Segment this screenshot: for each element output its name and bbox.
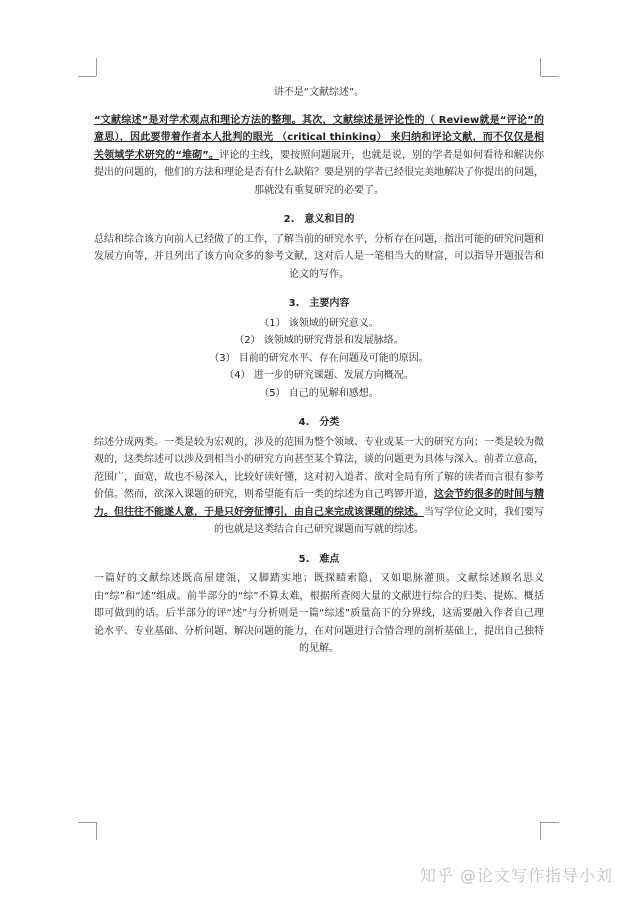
section-heading-difficulty xyxy=(94,551,544,569)
section-difficulty-body: 一篇好的文献综述既高屋建瓴，又脚踏实地；既探赜索隐，又如聪脉灌顶。文献综述顾名思义由“综”和“述”组成。前半部分的“综”不算太难，根据所查阅大量的文献进行综合的归类、提炼、概括即可做到的话。后半部分的评“述”与分析则是一篇“综述”质量高下的分界线，这需要融入作者自己理论水平、专业基础、分析问题、解决问题的能力，在对问题进行合情合理的剖析基础上，提出自己独特的见解。 xyxy=(94,573,544,654)
content-list-item: （3） 目前的研究水平、存在问题及可能的原因。 xyxy=(209,352,429,364)
section-title: 意义和目的 xyxy=(304,214,355,225)
intro-first-line: 讲不是“文献综述”。 xyxy=(273,87,365,98)
section-title: 难点 xyxy=(319,553,340,565)
intro-emphasis: “文献综述”是对学术观点和理论方法的整理。其次，文献综述是评论性的（ Review就是“评论”的意思），因此要带着作者本人批判的眼光 （critical thinking） 来归纳和评论文献，而不仅仅是相关领域学术研究的“堆砌”。 xyxy=(94,114,544,161)
content-list-item: （2） 该领域的研究背景和发展脉络。 xyxy=(234,335,404,346)
section-number: 3. xyxy=(288,298,300,309)
document-body xyxy=(94,74,544,658)
section-heading-meaning xyxy=(94,211,544,229)
section-heading-content xyxy=(94,295,544,313)
section-title: 主要内容 xyxy=(309,298,350,309)
zhihu-watermark: 知乎 @论文写作指导小刘 xyxy=(419,866,613,885)
classification-emphasis: 这会节约很多的时间与精力。但往往不能遂人意，于是只好旁征博引，由自己来完成该课题的综述。 xyxy=(94,489,544,518)
section-classification-body xyxy=(94,434,544,539)
classification-text-c: 当写学位论文时，我们要写的也就是这类结合自己研究课题而写就的综述。 xyxy=(214,506,544,535)
intro-rest: 评论的主线，要按照问题展开，也就是说，别的学者是如何看待和解决你提出的问题的，他们的方法和理论是否有什么缺陷？要是别的学者已经很完美地解决了你提出的问题，那就没有重复研究的必要了。 xyxy=(94,149,544,196)
content-list-item: （4） 进一步的研究课题、发展方向概况。 xyxy=(224,370,414,381)
section-meaning-body: 总结和综合该方向前人已经做了的工作，了解当前的研究水平，分析存在问题，指出可能的研究问题和发展方向等，并且列出了该方向众多的参考文献，这对后人是一笔相当大的财富，可以指导开题报告和论文的写作。 xyxy=(94,233,544,280)
section-heading-classification xyxy=(94,414,544,432)
classification-text-a: 综述分成两类。一类是较为宏观的，涉及的范围为整个领域、专业或某一大的研究方向；一类是较为微观的，这类综述可以涉及到相当小的研究方向甚至某个算法，谈的问题更为具体与深入。前者立意高，范围广，面宽，故也不易深入，比较好读好懂，这对初入道者、欲对全局有所了解的读者而言很有参考价值。然而，欲深入课题的研究，则希望能有后一类的综述为自己鸣锣开道， xyxy=(94,436,544,500)
section-number: 2. xyxy=(283,214,295,225)
content-list-item: （5） 自己的见解和感想。 xyxy=(259,387,379,399)
section-number: 4. xyxy=(298,417,310,428)
intro-paragraph xyxy=(94,112,544,200)
content-list-item: （1） 该领域的研究意义。 xyxy=(259,317,379,329)
section-title: 分类 xyxy=(319,417,340,428)
section-number: 5. xyxy=(298,553,310,565)
